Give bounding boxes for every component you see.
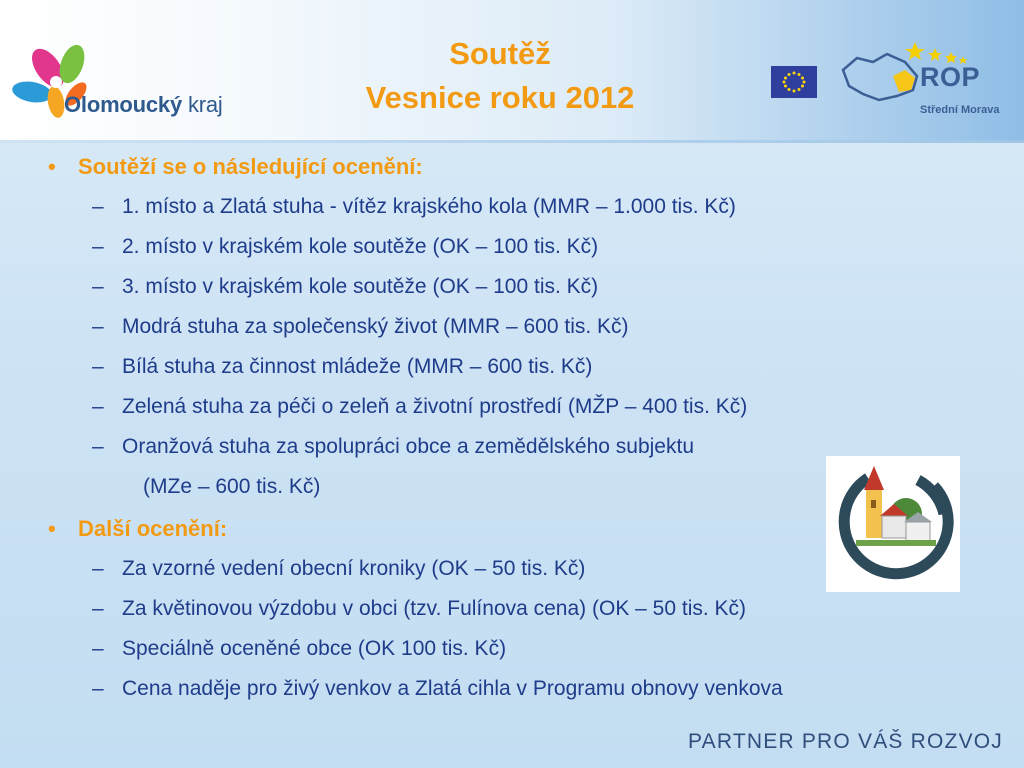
footer-slogan: PARTNER PRO VÁŠ ROZVOJ [688, 730, 1004, 753]
eu-flag-icon [771, 66, 817, 98]
section-heading-text: Soutěží se o následující ocenění: [78, 154, 423, 179]
dash-icon: – [92, 435, 104, 458]
dash-icon: – [92, 315, 104, 338]
list-item-text: 3. místo v krajském kole soutěže (OK – 100 tis. Kč) [122, 275, 599, 298]
dash-icon: – [92, 235, 104, 258]
rop-subtitle: Střední Morava [920, 104, 1000, 116]
list-item-text: 1. místo a Zlatá stuha - vítěz krajského kola (MMR – 1.000 tis. Kč) [122, 195, 736, 218]
list-item-text: Modrá stuha za společenský život (MMR – 600 tis. Kč) [122, 315, 629, 338]
section-heading-text: Další ocenění: [78, 516, 228, 541]
dash-icon: – [92, 677, 104, 700]
list-item-text: Cena naděje pro živý venkov a Zlatá cihla v Programu obnovy venkova [122, 677, 783, 700]
dash-icon: – [92, 597, 104, 620]
list-item [48, 674, 882, 704]
section-heading [48, 150, 978, 184]
olomoucky-kraj-wordmark [64, 92, 223, 118]
dash-icon: – [92, 195, 104, 218]
list-item-text: Speciálně oceněné obce (OK 100 tis. Kč) [122, 637, 507, 660]
bullet-dot-icon: • [48, 516, 56, 541]
list-item [48, 352, 978, 382]
list-item-continuation: (MZe – 600 tis. Kč) [143, 475, 321, 498]
list-item-text: Oranžová stuha za spolupráci obce a zemědělského subjektu [122, 435, 695, 458]
list-item [48, 232, 978, 262]
dash-icon: – [92, 355, 104, 378]
dash-icon: – [92, 275, 104, 298]
list-item-text: Zelená stuha za péči o zeleň a životní prostředí (MŽP – 400 tis. Kč) [122, 395, 748, 418]
slide-title [250, 32, 750, 120]
list-item-text: 2. místo v krajském kole soutěže (OK – 100 tis. Kč) [122, 235, 599, 258]
list-item [48, 272, 978, 302]
dash-icon: – [92, 557, 104, 580]
list-item [48, 634, 978, 664]
list-item-text: Bílá stuha za činnost mládeže (MMR – 600 tis. Kč) [122, 355, 593, 378]
dash-icon: – [92, 395, 104, 418]
list-item-text: Za květinovou výzdobu v obci (tzv. Fulínova cena) (OK – 50 tis. Kč) [122, 597, 747, 620]
logo-brand-text: Olomoucký [64, 92, 183, 117]
list-item [48, 312, 978, 342]
rop-wordmark: ROP [920, 62, 981, 92]
bullet-dot-icon: • [48, 154, 56, 179]
logo-region-text: kraj [187, 92, 223, 117]
list-item [48, 192, 978, 222]
vesnice-roku-logo [826, 456, 960, 592]
slide-content [48, 150, 978, 704]
title-line-1: Soutěž [449, 36, 551, 71]
list-item-text: Za vzorné vedení obecní kroniky (OK – 50 tis. Kč) [122, 557, 586, 580]
title-line-2: Vesnice roku 2012 [365, 80, 635, 115]
header-divider [0, 140, 1024, 143]
dash-icon: – [92, 637, 104, 660]
list-item [48, 594, 978, 624]
village-icon [826, 456, 960, 592]
list-item [48, 392, 978, 422]
